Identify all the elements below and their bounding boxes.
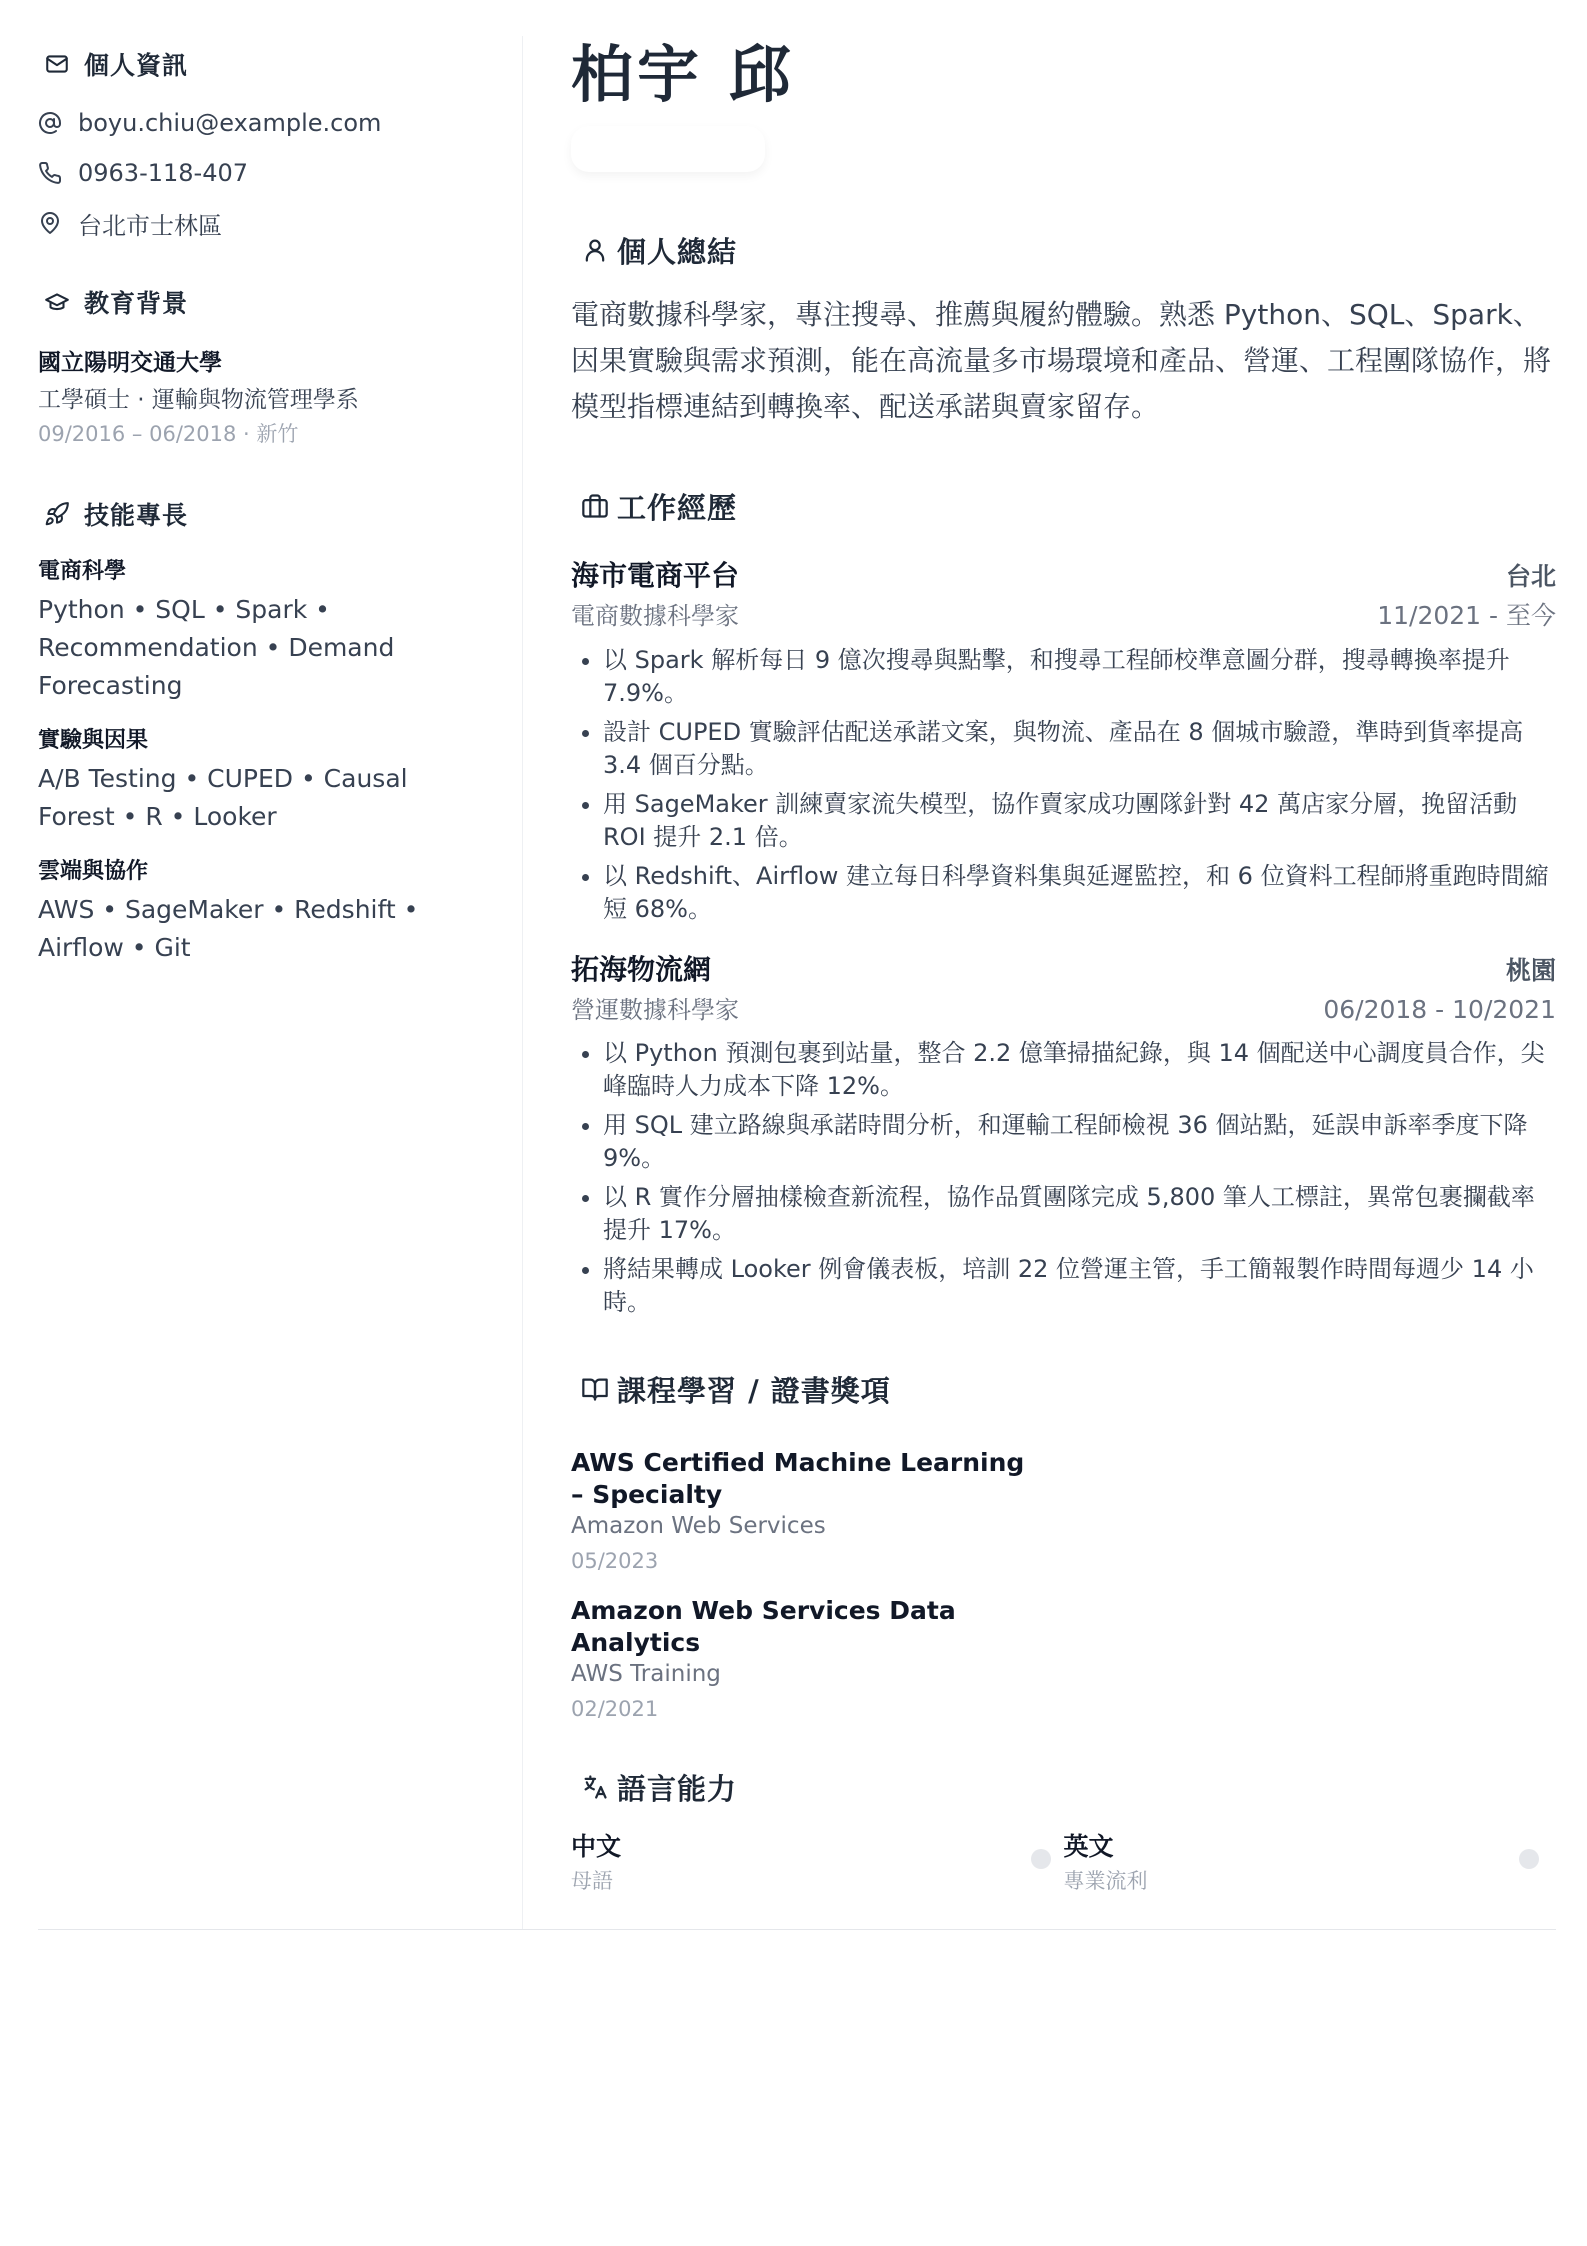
summary-section-title: 個人總結 <box>617 234 738 269</box>
job-bullet: • 以 Spark 解析每日 9 億次搜尋與點擊，和搜尋工程師校準意圖分群，搜尋轉換率提升 7.9%。 <box>603 644 1556 710</box>
language-level-dot <box>1519 1849 1539 1869</box>
language-entry <box>571 1827 1064 1895</box>
certification-name: AWS Certified Machine Learning – Specialty <box>571 1448 1025 1509</box>
mail-icon <box>38 36 84 92</box>
contact-location-row <box>38 198 478 248</box>
language-level-dot <box>1031 1849 1051 1869</box>
education-date: 09/2016 – 06/2018 · 新竹 <box>38 422 299 446</box>
language-entry <box>1064 1827 1557 1895</box>
at-icon <box>38 111 78 135</box>
education-school: 國立陽明交通大學 <box>38 350 222 376</box>
job-location: 台北 <box>1505 562 1556 591</box>
rocket-icon <box>38 486 84 542</box>
skill-group-name: 電商科學 <box>38 559 127 584</box>
translate-icon <box>571 1759 617 1815</box>
certifications-section-title: 課程學習 / 證書獎項 <box>617 1373 891 1408</box>
job-bullet: • 用 SQL 建立路線與承諾時間分析，和運輸工程師檢視 36 個站點，延誤申訴率季度下降 9%。 <box>603 1109 1556 1175</box>
languages-section-title: 語言能力 <box>617 1771 738 1806</box>
job-entry <box>571 554 1556 926</box>
language-level: 母語 <box>571 1869 613 1893</box>
skill-group-name: 雲端與協作 <box>38 859 149 884</box>
certifications-section-header <box>571 1361 1556 1417</box>
user-icon <box>571 222 617 278</box>
contact-phone-row <box>38 148 478 198</box>
job-bullet: • 以 Redshift、Airflow 建立每日科學資料集與延遲監控，和 6 位資料工程師將重跑時間縮短 68%。 <box>603 860 1556 926</box>
certification-name: Amazon Web Services Data Analytics <box>571 1596 956 1657</box>
language-level: 專業流利 <box>1063 1869 1148 1893</box>
education-section-header <box>38 274 478 330</box>
skill-group <box>38 854 478 967</box>
skill-group <box>38 554 478 705</box>
certification-entry <box>571 1447 1041 1573</box>
contact-section-title: 個人資訊 <box>84 51 189 80</box>
job-bullet: • 將結果轉成 Looker 例會儀表板，培訓 22 位營運主管，手工簡報製作時間每週少 14 小時。 <box>603 1253 1556 1319</box>
skill-group-items: AWS • SageMaker • Redshift • Airflow • Git <box>38 895 419 962</box>
summary-section-header <box>571 222 1556 278</box>
certification-org: AWS Training <box>571 1661 721 1687</box>
skills-section-title: 技能專長 <box>84 501 189 530</box>
main-content <box>571 36 1556 1895</box>
language-name: 英文 <box>1063 1832 1114 1861</box>
job-company: 海市電商平台 <box>571 559 740 592</box>
summary-text: 電商數據科學家，專注搜尋、推薦與履約體驗。熟悉 Python、SQL、Spark、因果實驗與需求預測，能在高流量多市場環境和產品、營運、工程團隊協作，將模型指標連結到轉換率、配送承諾與賣家留存。 <box>571 298 1552 423</box>
sidebar <box>38 36 478 967</box>
contact-phone[interactable]: 0963-118-407 <box>78 159 249 187</box>
contact-email[interactable]: boyu.chiu@example.com <box>78 109 382 137</box>
job-title: 電商數據科學家 <box>571 602 739 630</box>
languages-list <box>571 1827 1556 1895</box>
contact-email-row <box>38 98 478 148</box>
briefcase-icon <box>571 478 617 534</box>
job-bullets <box>571 1037 1556 1319</box>
job-company: 拓海物流網 <box>571 953 712 986</box>
certification-entry <box>571 1595 1041 1721</box>
certification-org: Amazon Web Services <box>571 1513 826 1539</box>
skill-group-items: A/B Testing • CUPED • Causal Forest • R • Looker <box>38 764 408 831</box>
page-bottom-divider <box>38 1929 1556 1930</box>
experience-section-title: 工作經歷 <box>617 490 738 525</box>
job-bullets <box>571 644 1556 926</box>
experience-section-header <box>571 478 1556 534</box>
job-bullet: • 以 R 實作分層抽樣檢查新流程，協作品質團隊完成 5,800 筆人工標註，異常包裹攔截率提升 17%。 <box>603 1181 1556 1247</box>
skill-group-items: Python • SQL • Spark • Recommendation • Demand Forecasting <box>38 595 395 700</box>
certification-date: 05/2023 <box>571 1549 659 1573</box>
name-underline-pill <box>571 126 765 172</box>
education-degree: 工學碩士 · 運輸與物流管理學系 <box>38 387 359 413</box>
skill-group <box>38 723 478 836</box>
map-pin-icon <box>38 211 78 235</box>
job-title: 營運數據科學家 <box>571 996 739 1024</box>
job-date: 11/2021 - 至今 <box>1377 601 1556 630</box>
book-open-icon <box>571 1361 617 1417</box>
phone-icon <box>38 161 78 185</box>
language-name: 中文 <box>571 1832 622 1861</box>
contact-location: 台北市士林區 <box>78 211 222 240</box>
job-bullet: • 以 Python 預測包裹到站量，整合 2.2 億筆掃描紀錄，與 14 個配送中心調度員合作，尖峰臨時人力成本下降 12%。 <box>603 1037 1556 1103</box>
graduation-cap-icon <box>38 274 84 330</box>
skills-section-header <box>38 486 478 542</box>
certification-date: 02/2021 <box>571 1697 659 1721</box>
contact-section-header <box>38 36 478 92</box>
skill-group-name: 實驗與因果 <box>38 728 149 753</box>
job-bullet: • 用 SageMaker 訓練賣家流失模型，協作賣家成功團隊針對 42 萬店家分層，挽留活動 ROI 提升 2.1 倍。 <box>603 788 1556 854</box>
column-divider <box>522 36 523 1929</box>
languages-section-header <box>571 1759 1556 1815</box>
education-section-title: 教育背景 <box>84 289 189 318</box>
job-bullet: • 設計 CUPED 實驗評估配送承諾文案，與物流、產品在 8 個城市驗證，準時到貨率提高 3.4 個百分點。 <box>603 716 1556 782</box>
person-name: 柏宇 邱 <box>571 38 795 111</box>
job-entry <box>571 948 1556 1319</box>
job-location: 桃園 <box>1505 956 1556 985</box>
job-date: 06/2018 - 10/2021 <box>1323 995 1556 1024</box>
